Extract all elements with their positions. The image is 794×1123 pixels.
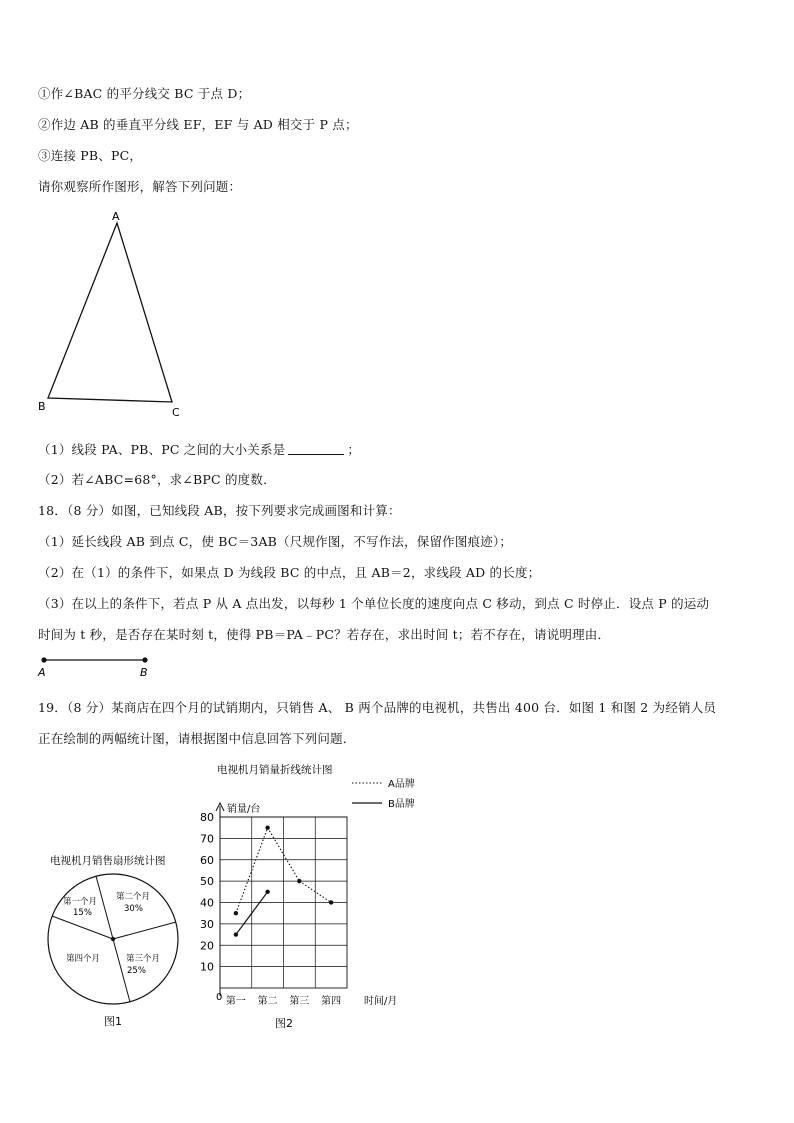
data-point-b <box>265 890 269 894</box>
y-tick-label: 30 <box>200 917 214 931</box>
y-tick-label: 40 <box>200 896 214 910</box>
pie-slice-label-2: 第二个月 <box>116 892 151 902</box>
q18-part3a: （3）在以上的条件下，若点 P 从 A 点出发，以每秒 1 个单位长度的速度向点 C 移动，到点 C 时停止．设点 P 的运动 <box>38 596 710 611</box>
q18-part3b: 时间为 t 秒，是否存在某时刻 t，使得 PB＝PA﹣PC？若存在，求出时间 t；若不存在，请说明理由． <box>38 627 611 642</box>
y-axis-label: 销量/台 <box>227 804 261 815</box>
q17-part1-end: ； <box>347 442 361 457</box>
x-tick-label: 第四 <box>321 996 342 1007</box>
q18-part2: （2）在（1）的条件下，如果点 D 为线段 BC 的中点，且 AB＝2，求线段 AD 的长度； <box>38 565 541 580</box>
y-tick-label: 80 <box>200 811 214 824</box>
chart-title: 电视机月销量折线统计图 <box>217 764 333 776</box>
y-tick-labels <box>200 811 214 974</box>
data-point-a <box>329 900 333 904</box>
x-tick-label: 第三 <box>289 996 310 1007</box>
legend-label-b: B品牌 <box>388 799 415 810</box>
pie-slice-pct-1: 15% <box>73 908 92 918</box>
step-2: ②作边 AB 的垂直平分线 EF，EF 与 AD 相交于 P 点； <box>38 117 358 132</box>
origin-label: 0 <box>216 992 223 1003</box>
grid-group <box>220 817 347 988</box>
point-label-a: A <box>38 666 46 679</box>
data-point-a <box>265 825 269 829</box>
pie-slice-pct-2: 30% <box>124 904 143 914</box>
pie-slice-pct-3: 25% <box>127 966 146 976</box>
q18-stem: 18．（8 分）如图，已知线段 AB，按下列要求完成画图和计算： <box>38 503 401 518</box>
q17-part2: （2）若∠ABC=68°，求∠BPC 的度数． <box>38 472 276 487</box>
x-tick-label: 第一 <box>225 996 246 1007</box>
y-tick-label: 70 <box>200 832 214 846</box>
x-tick-label: 第二 <box>257 996 278 1007</box>
line-chart-caption: 图2 <box>275 1017 293 1030</box>
y-tick-label: 10 <box>200 960 214 974</box>
vertex-label-a: A <box>112 210 120 223</box>
pie-title: 电视机月销售扇形统计图 <box>50 855 166 867</box>
step-3: ③连接 PB、PC， <box>38 148 143 163</box>
q19-line1: 19．（8 分）某商店在四个月的试销期内，只销售 A、 B 两个品牌的电视机，共售出 400 台．如图 1 和图 2 为经销人员 <box>38 700 717 715</box>
pie-slice-label-4: 第四个月 <box>66 954 101 964</box>
q17-part1-text: （1）线段 PA、PB、PC 之间的大小关系是 <box>38 442 286 457</box>
data-point-b <box>234 932 238 936</box>
pie-slice-label-3: 第三个月 <box>126 954 161 964</box>
x-tick-labels <box>226 994 341 1007</box>
data-point-a <box>297 879 301 883</box>
instruction: 请你观察所作图形，解答下列问题： <box>38 179 242 194</box>
pie-caption: 图1 <box>104 1015 122 1028</box>
pie-slice-label-1: 第一个月 <box>63 897 98 907</box>
q18-part1: （1）延长线段 AB 到点 C，使 BC＝3AB（尺规作图，不写作法，保留作图痕迹）； <box>38 534 513 549</box>
y-tick-label: 60 <box>200 853 214 867</box>
y-tick-label: 20 <box>200 939 214 953</box>
legend-label-a: A品牌 <box>388 779 415 790</box>
step-1: ①作∠BAC 的平分线交 BC 于点 D； <box>38 86 251 101</box>
x-axis-label: 时间/月 <box>364 996 398 1007</box>
data-point-a <box>234 911 238 915</box>
point-label-b: B <box>140 666 148 679</box>
y-tick-label: 50 <box>200 875 214 889</box>
q19-line2: 正在绘制的两幅统计图，请根据图中信息回答下列问题． <box>38 731 356 746</box>
vertex-label-c: C <box>172 406 180 419</box>
vertex-label-b: B <box>38 400 46 413</box>
